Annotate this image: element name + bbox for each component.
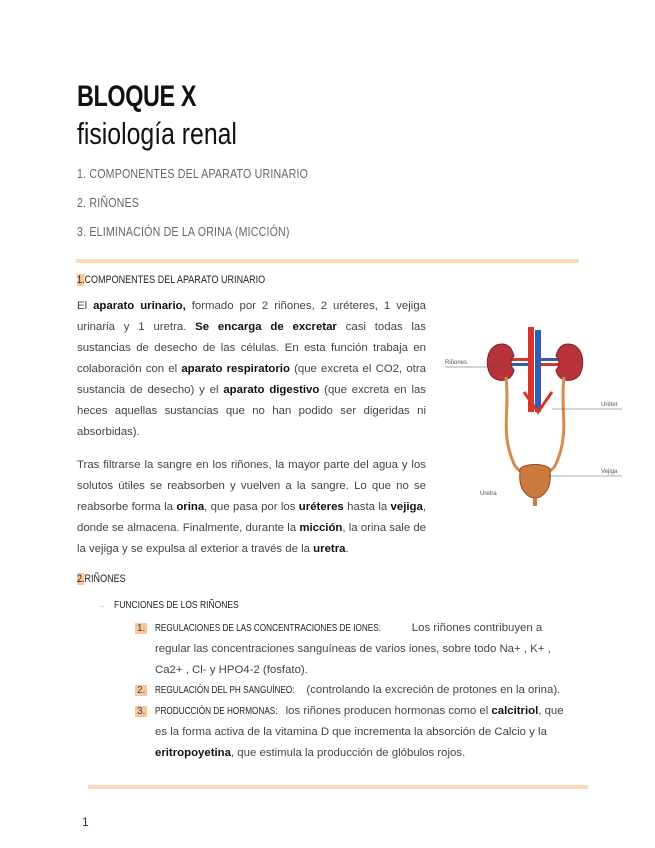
bold-term: uréteres <box>298 501 344 513</box>
section-title: COMPONENTES DEL APARATO URINARIO <box>84 274 266 286</box>
bold-term: excretar <box>292 321 337 333</box>
right-ureter-icon <box>544 377 564 474</box>
bladder-icon <box>520 465 551 499</box>
list-number: 3. <box>137 706 146 717</box>
bold-term: uretra <box>313 543 346 555</box>
toc-item: 2. RIÑONES <box>77 195 140 210</box>
section-number: 1. <box>77 274 85 286</box>
text-run: (que excreta el CO2, otra sustancia de desecho) y el <box>77 363 426 396</box>
subheading-kidney-functions: → FUNCIONES DE LOS RIÑONES <box>96 600 239 611</box>
right-kidney-icon <box>556 344 583 380</box>
left-kidney-icon <box>487 344 514 380</box>
text-run: , la orina sale de la vejiga y se expulsa al exterior a través de la <box>77 522 426 555</box>
bold-term: micción <box>299 522 343 534</box>
text-run: (controlando la excreción de protones en la orina). <box>303 684 561 696</box>
arrow-right-icon: → <box>96 600 106 611</box>
text-run: . <box>345 543 349 555</box>
bold-term: Se encarga de <box>195 321 293 333</box>
page-number: 1 <box>82 815 89 829</box>
item-label: REGULACIONES DE LAS CONCENTRACIONES DE IONES: <box>155 623 382 634</box>
paragraph-urine-formation <box>77 455 426 560</box>
section-number: 2. <box>77 573 85 585</box>
text-run: , que es la forma activa de la vitamina D que incrementa la absorción de Calcio y la <box>155 705 564 738</box>
list-item <box>135 701 575 764</box>
left-ureter-icon <box>506 377 526 474</box>
text-run: Los riñones contribuyen a regular las concentraciones sanguíneas de varios iones, sobre todo Na+ , K+ , Ca2+ , Cl- y HPO4-2 (fosfato). <box>155 622 551 676</box>
bold-term: aparato digestivo <box>223 384 320 396</box>
paragraph-urinary-system <box>77 296 426 443</box>
text-run: los riñones producen hormonas como el <box>282 705 492 717</box>
urethra-icon <box>533 498 537 506</box>
text-run: formado por 2 riñones, 2 uréteres, 1 vejiga urinaria y 1 uretra. <box>77 300 426 333</box>
label-urethra: Uretra <box>480 491 497 497</box>
text-run: casi todas las sustancias de desecho de las células. En esta función trabaja en colaboración con el <box>77 321 426 375</box>
section-title: RIÑONES <box>84 573 126 585</box>
section-heading-1 <box>77 274 265 286</box>
text-run: El <box>77 300 94 312</box>
text-run: , que estimula la producción de glóbulos rojos. <box>230 747 466 759</box>
item-label: REGULACIÓN DEL PH SANGUÍNEO: <box>155 685 295 696</box>
bold-term: eritropoyetina <box>155 747 231 759</box>
label-kidneys: Riñones <box>445 360 468 366</box>
label-bladder: Vejiga <box>601 469 618 475</box>
toc-item: 1. COMPONENTES DEL APARATO URINARIO <box>77 166 309 181</box>
text-run: , donde se almacena. Finalmente, durante la <box>77 501 426 534</box>
urinary-system-illustration <box>440 322 625 512</box>
bold-term: aparato respiratorio <box>181 363 290 375</box>
list-number: 1. <box>137 623 146 634</box>
text-run: hasta la <box>343 501 391 513</box>
list-number: 2. <box>137 685 146 696</box>
text-run: Tras filtrarse la sangre en los riñones, la mayor parte del agua y los solutos útiles se reabsorben y vuelven a la sangre. Lo que no se reabsorbe forma la <box>77 459 426 513</box>
item-label: PRODUCCIÓN DE HORMONAS: <box>155 706 278 717</box>
section-heading-2 <box>77 573 126 585</box>
bold-term: aparato urinario, <box>93 300 186 312</box>
divider-bottom <box>88 785 588 789</box>
divider-top <box>76 259 579 263</box>
list-item <box>135 618 575 681</box>
list-item <box>135 680 575 701</box>
vena-cava-icon <box>535 330 541 412</box>
bold-term: vejiga <box>390 501 423 513</box>
bold-term: orina <box>176 501 205 513</box>
text-run: , que pasa por los <box>204 501 299 513</box>
page-title: BLOQUE X <box>77 80 197 113</box>
toc-item: 3. ELIMINACIÓN DE LA ORINA (MICCIÓN) <box>77 224 290 239</box>
text-run: (que excreta en las heces aquellas sustancias que no han podido ser digeridas ni absorbidas). <box>77 384 427 438</box>
label-ureter: Uréter <box>601 402 618 408</box>
bold-term: calcitriol <box>491 705 539 717</box>
page-subtitle: fisiología renal <box>77 116 237 151</box>
